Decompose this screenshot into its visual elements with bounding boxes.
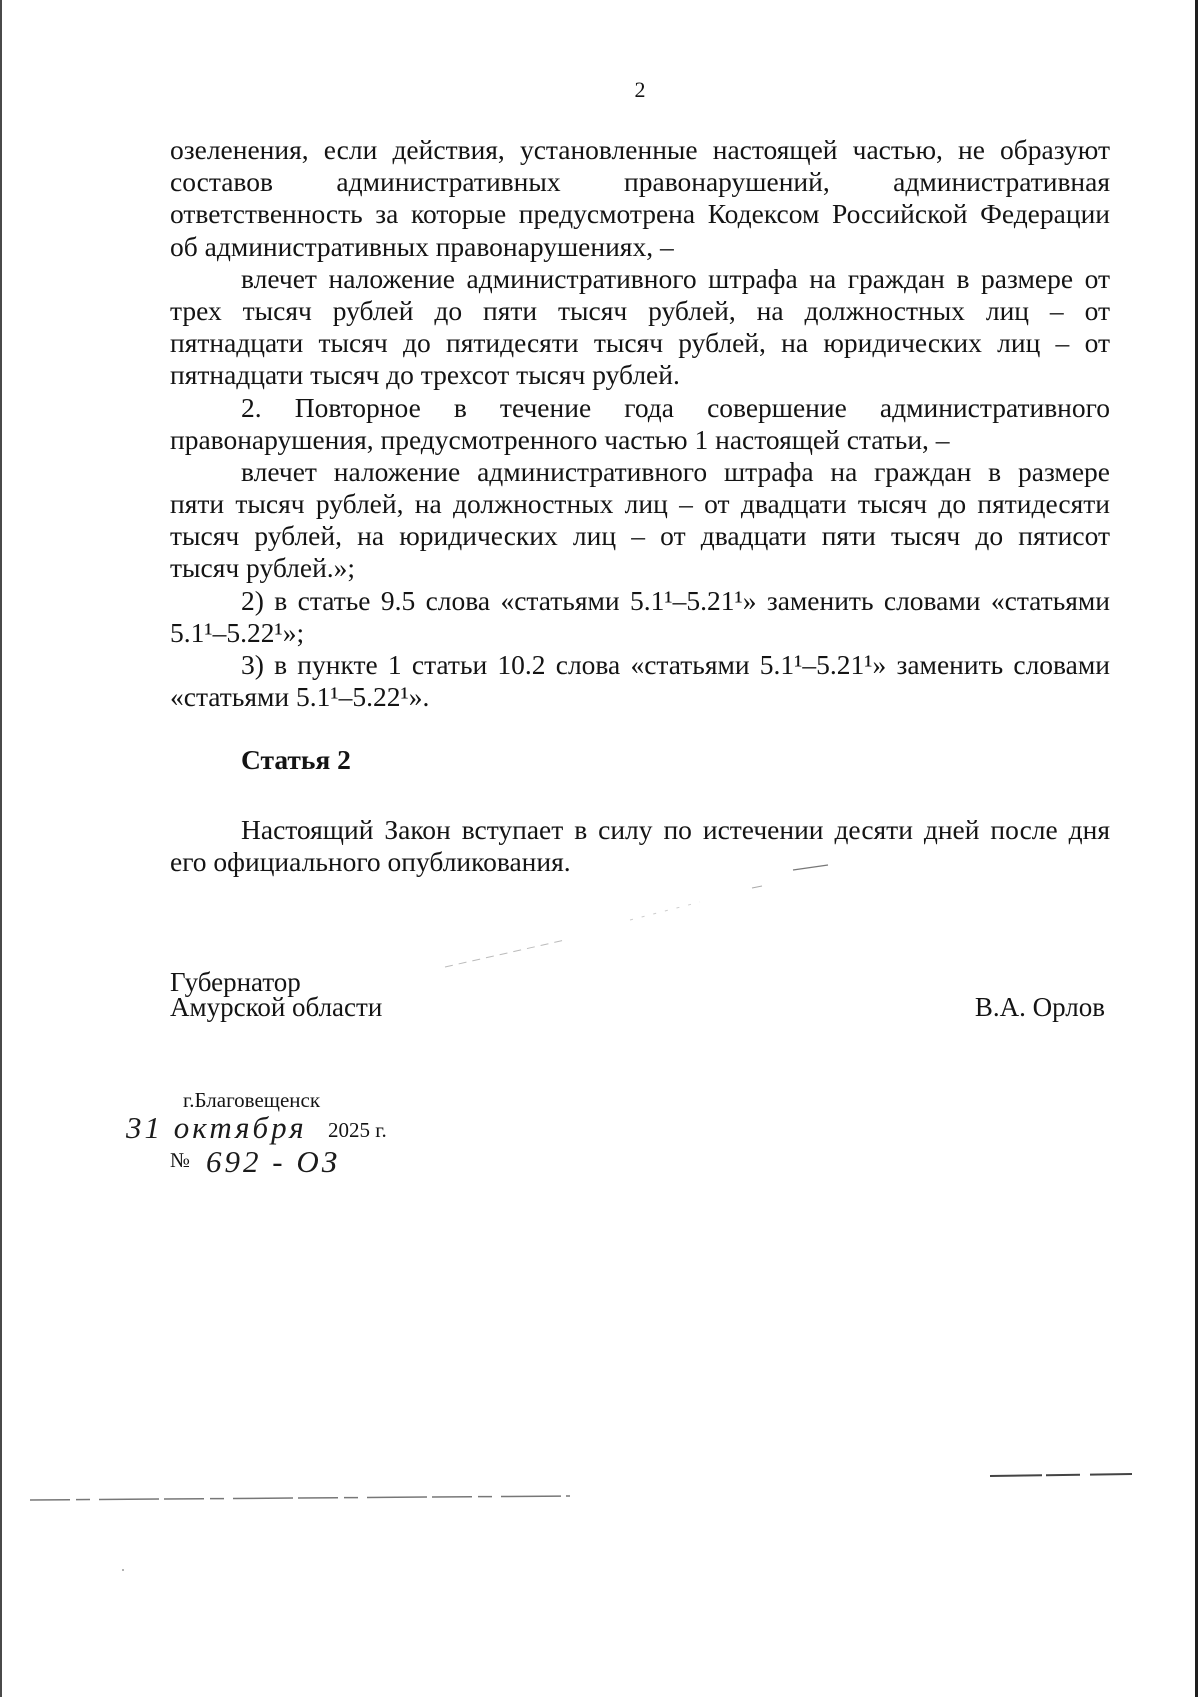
city: г.Благовещенск	[183, 1088, 321, 1112]
article-heading: Статья 2	[241, 744, 351, 775]
handwritten-date: 31 октября	[126, 1110, 307, 1145]
text-line: тысяч рублей, на юридических лиц – от двадцати пяти тысяч до пятисот	[170, 520, 1110, 552]
text-line: составов административных правонарушений, административная	[170, 166, 1110, 198]
text-line: 5.1¹–5.22¹»;	[170, 616, 305, 648]
page-number: 2	[634, 77, 646, 102]
scan-border-right	[1195, 0, 1198, 1697]
text-line: трех тысяч рублей до пяти тысяч рублей, на должностных лиц – от	[170, 294, 1110, 326]
text-line: озеленения, если действия, установленные настоящей частью, не образуют	[170, 134, 1110, 165]
year: 2025 г.	[328, 1118, 387, 1142]
text-line: Настоящий Закон вступает в силу по истечении десяти дней после дня	[241, 814, 1110, 845]
signatory-position-line1: Губернатор	[170, 967, 301, 997]
text-line: об административных правонарушениях, –	[170, 230, 674, 262]
scan-border-left	[0, 0, 2, 1697]
signatory-position-line2: Амурской области	[170, 992, 383, 1022]
text-line: пяти тысяч рублей, на должностных лиц – от двадцати тысяч до пятидесяти	[170, 488, 1110, 520]
text-line: влечет наложение административного штрафа на граждан в размере от	[241, 262, 1110, 294]
text-line: пятнадцати тысяч до пятидесяти тысяч рублей, на юридических лиц – от	[170, 327, 1110, 359]
text-line: его официального опубликования.	[170, 846, 571, 878]
law-text-amendments	[170, 134, 1110, 713]
text-line: 3) в пункте 1 статьи 10.2 слова «статьями 5.1¹–5.21¹» заменить словами	[241, 649, 1110, 680]
scan-mark	[445, 940, 565, 967]
article-text	[170, 814, 1110, 878]
text-line: правонарушения, предусмотренного частью 1 настоящей статьи, –	[170, 423, 950, 455]
text-line: 2. Повторное в течение года совершение административного	[241, 391, 1110, 423]
text-line: тысяч рублей.»;	[170, 552, 356, 584]
scan-mark	[630, 902, 700, 920]
text-line: пятнадцати тысяч до трехсот тысяч рублей.	[170, 359, 680, 391]
handwritten-number: 692 - ОЗ	[206, 1144, 341, 1179]
number-label: №	[170, 1148, 191, 1172]
text-line: ответственность за которые предусмотрена Кодексом Российской Федерации	[170, 198, 1110, 230]
signatory-name: В.А. Орлов	[974, 992, 1105, 1022]
scan-mark	[30, 1496, 570, 1500]
scan-mark	[752, 886, 762, 888]
text-line: влечет наложение административного штрафа на граждан в размере	[241, 455, 1110, 487]
scan-mark	[990, 1474, 1132, 1476]
text-line: 2) в статье 9.5 слова «статьями 5.1¹–5.21¹» заменить словами «статьями	[241, 584, 1110, 616]
text-line: «статьями 5.1¹–5.22¹».	[170, 681, 430, 713]
